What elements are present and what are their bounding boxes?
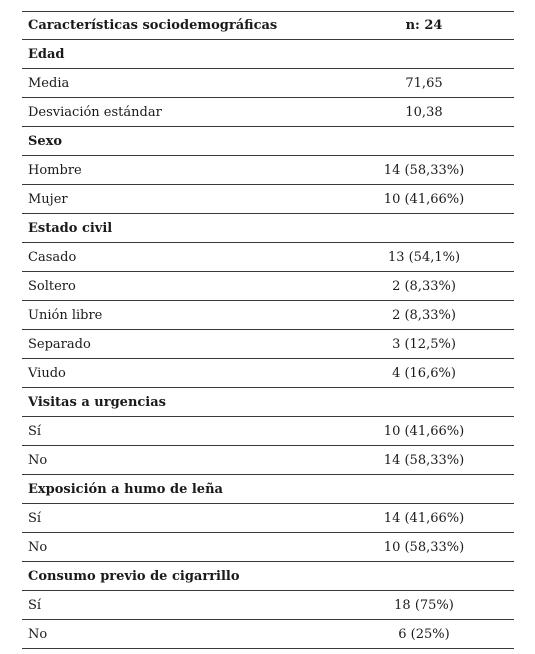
table-row	[22, 330, 514, 359]
row-label: Media	[28, 75, 70, 91]
row-label: Unión libre	[28, 307, 103, 323]
section-header-row	[22, 214, 514, 243]
table-row	[22, 156, 514, 185]
row-label: Hombre	[28, 162, 82, 178]
table-row	[22, 620, 514, 649]
header-sample-size: n: 24	[405, 18, 443, 33]
section-header-row	[22, 127, 514, 156]
table-row	[22, 243, 514, 272]
row-label: Sí	[28, 423, 42, 439]
table-header-row	[22, 11, 514, 40]
row-value: 4 (16,6%)	[392, 365, 456, 381]
table-row	[22, 446, 514, 475]
table-row	[22, 272, 514, 301]
section-header-row	[22, 475, 514, 504]
table-row	[22, 591, 514, 620]
section-label: Exposición a humo de leña	[28, 481, 223, 497]
table-row	[22, 185, 514, 214]
row-label: Viudo	[28, 365, 66, 381]
row-value: 14 (41,66%)	[383, 510, 465, 526]
row-label: Casado	[28, 249, 77, 265]
row-label: Desviación estándar	[28, 104, 162, 120]
section-label: Sexo	[28, 133, 63, 149]
section-label: Estado civil	[28, 220, 113, 236]
row-label: Soltero	[28, 278, 76, 294]
row-value: 2 (8,33%)	[392, 307, 456, 323]
section-header-row	[22, 40, 514, 69]
row-value: 71,65	[405, 75, 443, 91]
section-label: Visitas a urgencias	[28, 394, 166, 410]
header-label: Características sociodemográficas	[28, 18, 278, 33]
table-row	[22, 417, 514, 446]
row-label: Separado	[28, 336, 91, 352]
table-row	[22, 359, 514, 388]
row-label: No	[28, 452, 48, 468]
row-value: 10 (58,33%)	[383, 539, 465, 555]
row-label: No	[28, 626, 48, 642]
table-row	[22, 69, 514, 98]
section-label: Consumo previo de cigarrillo	[28, 568, 240, 584]
table-row	[22, 301, 514, 330]
row-value: 10 (41,66%)	[383, 423, 465, 439]
row-value: 6 (25%)	[398, 626, 450, 642]
row-label: Mujer	[28, 191, 68, 207]
row-value: 13 (54,1%)	[387, 249, 461, 265]
row-value: 10,38	[405, 104, 443, 120]
row-value: 10 (41,66%)	[383, 191, 465, 207]
row-label: No	[28, 539, 48, 555]
table-row	[22, 504, 514, 533]
sociodemographic-table	[22, 11, 514, 649]
section-header-row	[22, 388, 514, 417]
row-value: 18 (75%)	[394, 597, 454, 613]
table-row	[22, 533, 514, 562]
row-value: 2 (8,33%)	[392, 278, 456, 294]
section-label: Edad	[28, 46, 65, 62]
row-value: 3 (12,5%)	[392, 336, 456, 352]
section-header-row	[22, 562, 514, 591]
table-body	[22, 40, 514, 649]
row-label: Sí	[28, 597, 42, 613]
row-value: 14 (58,33%)	[383, 162, 465, 178]
table-row	[22, 98, 514, 127]
row-value: 14 (58,33%)	[383, 452, 465, 468]
row-label: Sí	[28, 510, 42, 526]
